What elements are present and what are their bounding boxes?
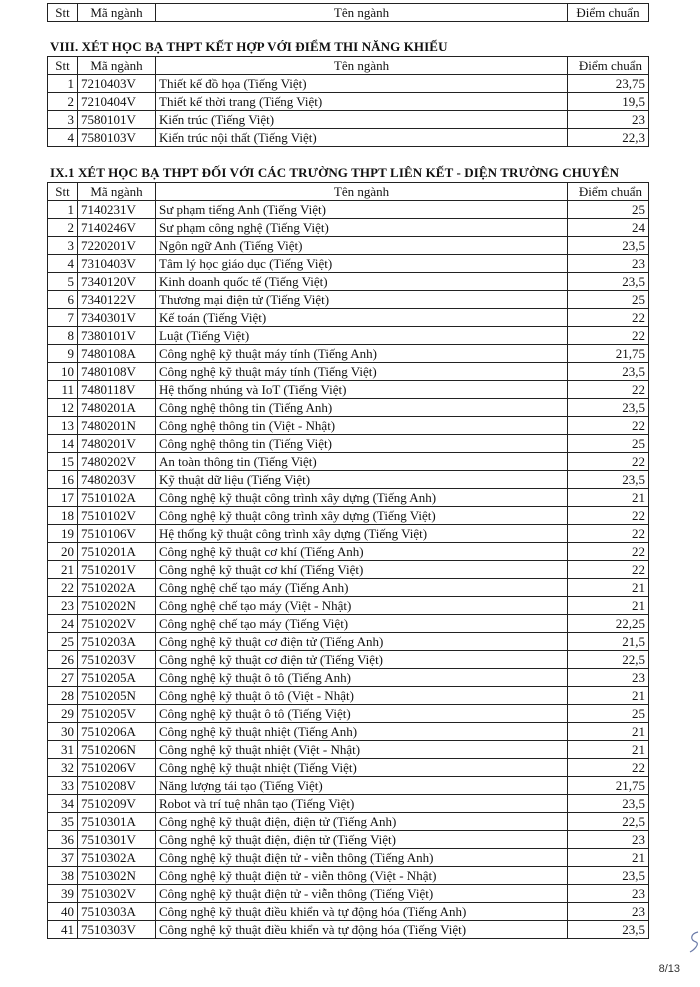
table-row — [48, 759, 649, 777]
row-name: Thương mại điện tử (Tiếng Việt) — [156, 291, 568, 309]
row-stt: 32 — [48, 759, 78, 777]
row-name: Thiết kế đồ họa (Tiếng Việt) — [156, 75, 568, 93]
row-stt: 15 — [48, 453, 78, 471]
row-score: 22 — [568, 417, 649, 435]
row-code: 7510205N — [78, 687, 156, 705]
row-code: 7510202V — [78, 615, 156, 633]
row-name: Sư phạm công nghệ (Tiếng Việt) — [156, 219, 568, 237]
section-title-ix1: IX.1 XÉT HỌC BẠ THPT ĐỐI VỚI CÁC TRƯỜNG THPT LIÊN KẾT - DIỆN TRƯỜNG CHUYÊN — [50, 165, 620, 180]
table-row — [48, 615, 649, 633]
row-name: Công nghệ thông tin (Việt - Nhật) — [156, 417, 568, 435]
table-row — [48, 921, 649, 939]
row-name: Công nghệ kỹ thuật nhiệt (Tiếng Việt) — [156, 759, 568, 777]
row-code: 7480108V — [78, 363, 156, 381]
row-stt: 34 — [48, 795, 78, 813]
row-score: 22 — [568, 453, 649, 471]
row-name: Công nghệ chế tạo máy (Tiếng Anh) — [156, 579, 568, 597]
row-stt: 33 — [48, 777, 78, 795]
row-name: Thiết kế thời trang (Tiếng Việt) — [156, 93, 568, 111]
row-stt: 4 — [48, 129, 78, 147]
row-name: Công nghệ kỹ thuật điện, điện tử (Tiếng Anh) — [156, 813, 568, 831]
table-row — [48, 237, 649, 255]
row-code: 7510209V — [78, 795, 156, 813]
table-row — [48, 525, 649, 543]
row-score: 22 — [568, 327, 649, 345]
row-stt: 1 — [48, 75, 78, 93]
header-score: Điểm chuẩn — [568, 57, 649, 75]
row-code: 7510302V — [78, 885, 156, 903]
row-score: 21 — [568, 723, 649, 741]
row-code: 7340122V — [78, 291, 156, 309]
header-code: Mã ngành — [78, 4, 156, 22]
row-score: 24 — [568, 219, 649, 237]
row-code: 7310403V — [78, 255, 156, 273]
row-score: 23 — [568, 885, 649, 903]
table-row — [48, 903, 649, 921]
row-score: 22 — [568, 759, 649, 777]
row-stt: 13 — [48, 417, 78, 435]
row-stt: 8 — [48, 327, 78, 345]
section-ix1-table — [47, 182, 649, 939]
row-stt: 26 — [48, 651, 78, 669]
table-row — [48, 363, 649, 381]
row-stt: 21 — [48, 561, 78, 579]
row-stt: 16 — [48, 471, 78, 489]
row-score: 22 — [568, 561, 649, 579]
table-row — [48, 633, 649, 651]
row-score: 21,75 — [568, 345, 649, 363]
section-title-viii: VIII. XÉT HỌC BẠ THPT KẾT HỢP VỚI ĐIỂM THI NĂNG KHIẾU — [50, 39, 448, 54]
row-score: 21 — [568, 741, 649, 759]
table-row — [48, 111, 649, 129]
row-code: 7480118V — [78, 381, 156, 399]
row-stt: 37 — [48, 849, 78, 867]
table-row — [48, 273, 649, 291]
row-name: Hệ thống kỹ thuật công trình xây dựng (Tiếng Việt) — [156, 525, 568, 543]
row-score: 25 — [568, 435, 649, 453]
row-stt: 28 — [48, 687, 78, 705]
section-ix1-rows — [48, 201, 649, 939]
table-row — [48, 795, 649, 813]
row-code: 7510208V — [78, 777, 156, 795]
table-row — [48, 489, 649, 507]
header-stt: Stt — [48, 183, 78, 201]
table-row — [48, 507, 649, 525]
row-name: Kế toán (Tiếng Việt) — [156, 309, 568, 327]
row-score: 23 — [568, 111, 649, 129]
section-viii-table — [47, 56, 649, 147]
row-stt: 39 — [48, 885, 78, 903]
row-name: Luật (Tiếng Việt) — [156, 327, 568, 345]
row-name: Công nghệ kỹ thuật cơ khí (Tiếng Việt) — [156, 561, 568, 579]
row-score: 23 — [568, 903, 649, 921]
row-score: 22 — [568, 525, 649, 543]
continued-table-header — [47, 3, 649, 22]
table-row — [48, 255, 649, 273]
row-code: 7510205V — [78, 705, 156, 723]
row-code: 7210404V — [78, 93, 156, 111]
header-stt: Stt — [48, 57, 78, 75]
header-score: Điểm chuẩn — [568, 183, 649, 201]
table-row — [48, 831, 649, 849]
row-code: 7140246V — [78, 219, 156, 237]
table-row — [48, 399, 649, 417]
row-name: Công nghệ kỹ thuật điện tử - viễn thông (Tiếng Anh) — [156, 849, 568, 867]
row-name: Công nghệ kỹ thuật điều khiển và tự động hóa (Tiếng Anh) — [156, 903, 568, 921]
row-name: Robot và trí tuệ nhân tạo (Tiếng Việt) — [156, 795, 568, 813]
row-code: 7210403V — [78, 75, 156, 93]
row-score: 21 — [568, 849, 649, 867]
table-row — [48, 291, 649, 309]
table-row — [48, 471, 649, 489]
row-code: 7480108A — [78, 345, 156, 363]
row-score: 22 — [568, 309, 649, 327]
row-name: Công nghệ kỹ thuật điện tử - viễn thông (Việt - Nhật) — [156, 867, 568, 885]
row-code: 7510202A — [78, 579, 156, 597]
table-row — [48, 705, 649, 723]
row-score: 23,5 — [568, 273, 649, 291]
header-name: Tên ngành — [156, 183, 568, 201]
table-row — [48, 219, 649, 237]
table-row — [48, 453, 649, 471]
row-stt: 22 — [48, 579, 78, 597]
header-name: Tên ngành — [156, 57, 568, 75]
row-code: 7510102V — [78, 507, 156, 525]
row-name: Công nghệ kỹ thuật máy tính (Tiếng Việt) — [156, 363, 568, 381]
row-name: Công nghệ kỹ thuật cơ điện tử (Tiếng Anh) — [156, 633, 568, 651]
row-stt: 36 — [48, 831, 78, 849]
table-row — [48, 381, 649, 399]
table-row — [48, 597, 649, 615]
row-score: 23,5 — [568, 795, 649, 813]
row-code: 7510301V — [78, 831, 156, 849]
row-name: Tâm lý học giáo dục (Tiếng Việt) — [156, 255, 568, 273]
row-code: 7480201N — [78, 417, 156, 435]
table-row — [48, 201, 649, 219]
row-stt: 5 — [48, 273, 78, 291]
section-viii-rows — [48, 75, 649, 147]
table-row — [48, 435, 649, 453]
row-stt: 20 — [48, 543, 78, 561]
row-score: 25 — [568, 201, 649, 219]
table-row — [48, 93, 649, 111]
row-code: 7510206V — [78, 759, 156, 777]
row-code: 7480201A — [78, 399, 156, 417]
table-row — [48, 849, 649, 867]
row-code: 7140231V — [78, 201, 156, 219]
row-stt: 35 — [48, 813, 78, 831]
signature-mark — [688, 930, 700, 954]
row-stt: 17 — [48, 489, 78, 507]
table-header-row — [48, 4, 649, 22]
row-score: 22 — [568, 543, 649, 561]
row-code: 7340120V — [78, 273, 156, 291]
row-score: 22 — [568, 507, 649, 525]
row-code: 7510203A — [78, 633, 156, 651]
row-name: Công nghệ kỹ thuật nhiệt (Tiếng Anh) — [156, 723, 568, 741]
row-name: Kỹ thuật dữ liệu (Tiếng Việt) — [156, 471, 568, 489]
row-stt: 9 — [48, 345, 78, 363]
row-name: Công nghệ kỹ thuật cơ điện tử (Tiếng Việt) — [156, 651, 568, 669]
row-stt: 40 — [48, 903, 78, 921]
row-score: 22,25 — [568, 615, 649, 633]
table-row — [48, 309, 649, 327]
row-score: 21 — [568, 687, 649, 705]
row-code: 7510201V — [78, 561, 156, 579]
row-code: 7340301V — [78, 309, 156, 327]
row-stt: 24 — [48, 615, 78, 633]
table-row — [48, 129, 649, 147]
row-score: 23,5 — [568, 921, 649, 939]
row-score: 23,75 — [568, 75, 649, 93]
row-name: Công nghệ thông tin (Tiếng Việt) — [156, 435, 568, 453]
row-name: Công nghệ kỹ thuật công trình xây dựng (Tiếng Việt) — [156, 507, 568, 525]
header-score: Điểm chuẩn — [568, 4, 649, 22]
row-name: Kiến trúc (Tiếng Việt) — [156, 111, 568, 129]
row-code: 7220201V — [78, 237, 156, 255]
row-score: 19,5 — [568, 93, 649, 111]
table-row — [48, 543, 649, 561]
row-name: Kinh doanh quốc tế (Tiếng Việt) — [156, 273, 568, 291]
row-stt: 23 — [48, 597, 78, 615]
row-name: Công nghệ kỹ thuật điều khiển và tự động hóa (Tiếng Việt) — [156, 921, 568, 939]
header-code: Mã ngành — [78, 183, 156, 201]
header-code: Mã ngành — [78, 57, 156, 75]
row-code: 7580103V — [78, 129, 156, 147]
row-score: 21 — [568, 597, 649, 615]
row-score: 23 — [568, 255, 649, 273]
row-name: Công nghệ kỹ thuật ô tô (Tiếng Anh) — [156, 669, 568, 687]
header-name: Tên ngành — [156, 4, 568, 22]
table-row — [48, 561, 649, 579]
row-score: 21 — [568, 579, 649, 597]
row-stt: 31 — [48, 741, 78, 759]
row-score: 23,5 — [568, 363, 649, 381]
row-score: 23,5 — [568, 399, 649, 417]
row-code: 7510206A — [78, 723, 156, 741]
row-name: Công nghệ kỹ thuật công trình xây dựng (Tiếng Anh) — [156, 489, 568, 507]
row-score: 21 — [568, 489, 649, 507]
table-row — [48, 885, 649, 903]
row-stt: 18 — [48, 507, 78, 525]
table-header-row — [48, 183, 649, 201]
row-name: Công nghệ kỹ thuật điện, điện tử (Tiếng Việt) — [156, 831, 568, 849]
row-stt: 19 — [48, 525, 78, 543]
row-code: 7510303V — [78, 921, 156, 939]
row-code: 7510303A — [78, 903, 156, 921]
row-code: 7380101V — [78, 327, 156, 345]
table-row — [48, 687, 649, 705]
row-code: 7510302N — [78, 867, 156, 885]
row-stt: 14 — [48, 435, 78, 453]
table-row — [48, 741, 649, 759]
row-code: 7510203V — [78, 651, 156, 669]
row-code: 7510301A — [78, 813, 156, 831]
row-stt: 30 — [48, 723, 78, 741]
page-number: 8/13 — [658, 963, 680, 975]
row-name: Công nghệ thông tin (Tiếng Anh) — [156, 399, 568, 417]
row-stt: 38 — [48, 867, 78, 885]
row-name: Năng lượng tái tạo (Tiếng Việt) — [156, 777, 568, 795]
row-stt: 2 — [48, 219, 78, 237]
table-row — [48, 417, 649, 435]
table-row — [48, 669, 649, 687]
table-row — [48, 327, 649, 345]
row-stt: 27 — [48, 669, 78, 687]
row-score: 22,3 — [568, 129, 649, 147]
row-score: 23,5 — [568, 867, 649, 885]
row-score: 23,5 — [568, 237, 649, 255]
row-stt: 4 — [48, 255, 78, 273]
row-stt: 3 — [48, 237, 78, 255]
row-code: 7510106V — [78, 525, 156, 543]
row-score: 22,5 — [568, 651, 649, 669]
row-stt: 11 — [48, 381, 78, 399]
row-name: Công nghệ chế tạo máy (Tiếng Việt) — [156, 615, 568, 633]
row-code: 7480202V — [78, 453, 156, 471]
row-score: 23 — [568, 669, 649, 687]
row-name: Công nghệ kỹ thuật điện tử - viễn thông (Tiếng Việt) — [156, 885, 568, 903]
row-name: Sư phạm tiếng Anh (Tiếng Việt) — [156, 201, 568, 219]
row-stt: 25 — [48, 633, 78, 651]
row-score: 25 — [568, 291, 649, 309]
row-code: 7510201A — [78, 543, 156, 561]
row-code: 7510206N — [78, 741, 156, 759]
row-stt: 6 — [48, 291, 78, 309]
row-name: Công nghệ kỹ thuật ô tô (Tiếng Việt) — [156, 705, 568, 723]
row-score: 22,5 — [568, 813, 649, 831]
row-score: 21,5 — [568, 633, 649, 651]
row-code: 7510205A — [78, 669, 156, 687]
row-stt: 7 — [48, 309, 78, 327]
row-name: Công nghệ kỹ thuật cơ khí (Tiếng Anh) — [156, 543, 568, 561]
table-row — [48, 651, 649, 669]
row-stt: 12 — [48, 399, 78, 417]
row-name: Kiến trúc nội thất (Tiếng Việt) — [156, 129, 568, 147]
row-stt: 10 — [48, 363, 78, 381]
row-name: Ngôn ngữ Anh (Tiếng Việt) — [156, 237, 568, 255]
row-name: Công nghệ chế tạo máy (Việt - Nhật) — [156, 597, 568, 615]
table-row — [48, 723, 649, 741]
table-row — [48, 75, 649, 93]
row-code: 7480203V — [78, 471, 156, 489]
row-name: Công nghệ kỹ thuật ô tô (Việt - Nhật) — [156, 687, 568, 705]
row-score: 23,5 — [568, 471, 649, 489]
row-score: 25 — [568, 705, 649, 723]
table-row — [48, 867, 649, 885]
table-row — [48, 813, 649, 831]
row-stt: 2 — [48, 93, 78, 111]
row-code: 7480201V — [78, 435, 156, 453]
row-score: 22 — [568, 381, 649, 399]
table-header-row — [48, 57, 649, 75]
row-score: 21,75 — [568, 777, 649, 795]
table-row — [48, 579, 649, 597]
row-stt: 29 — [48, 705, 78, 723]
row-code: 7510302A — [78, 849, 156, 867]
row-name: Công nghệ kỹ thuật máy tính (Tiếng Anh) — [156, 345, 568, 363]
row-name: Công nghệ kỹ thuật nhiệt (Việt - Nhật) — [156, 741, 568, 759]
row-stt: 41 — [48, 921, 78, 939]
row-code: 7510202N — [78, 597, 156, 615]
row-code: 7510102A — [78, 489, 156, 507]
row-name: An toàn thông tin (Tiếng Việt) — [156, 453, 568, 471]
row-stt: 1 — [48, 201, 78, 219]
row-score: 23 — [568, 831, 649, 849]
table-row — [48, 345, 649, 363]
row-name: Hệ thống nhúng và IoT (Tiếng Việt) — [156, 381, 568, 399]
row-code: 7580101V — [78, 111, 156, 129]
header-stt: Stt — [48, 4, 78, 22]
table-row — [48, 777, 649, 795]
row-stt: 3 — [48, 111, 78, 129]
